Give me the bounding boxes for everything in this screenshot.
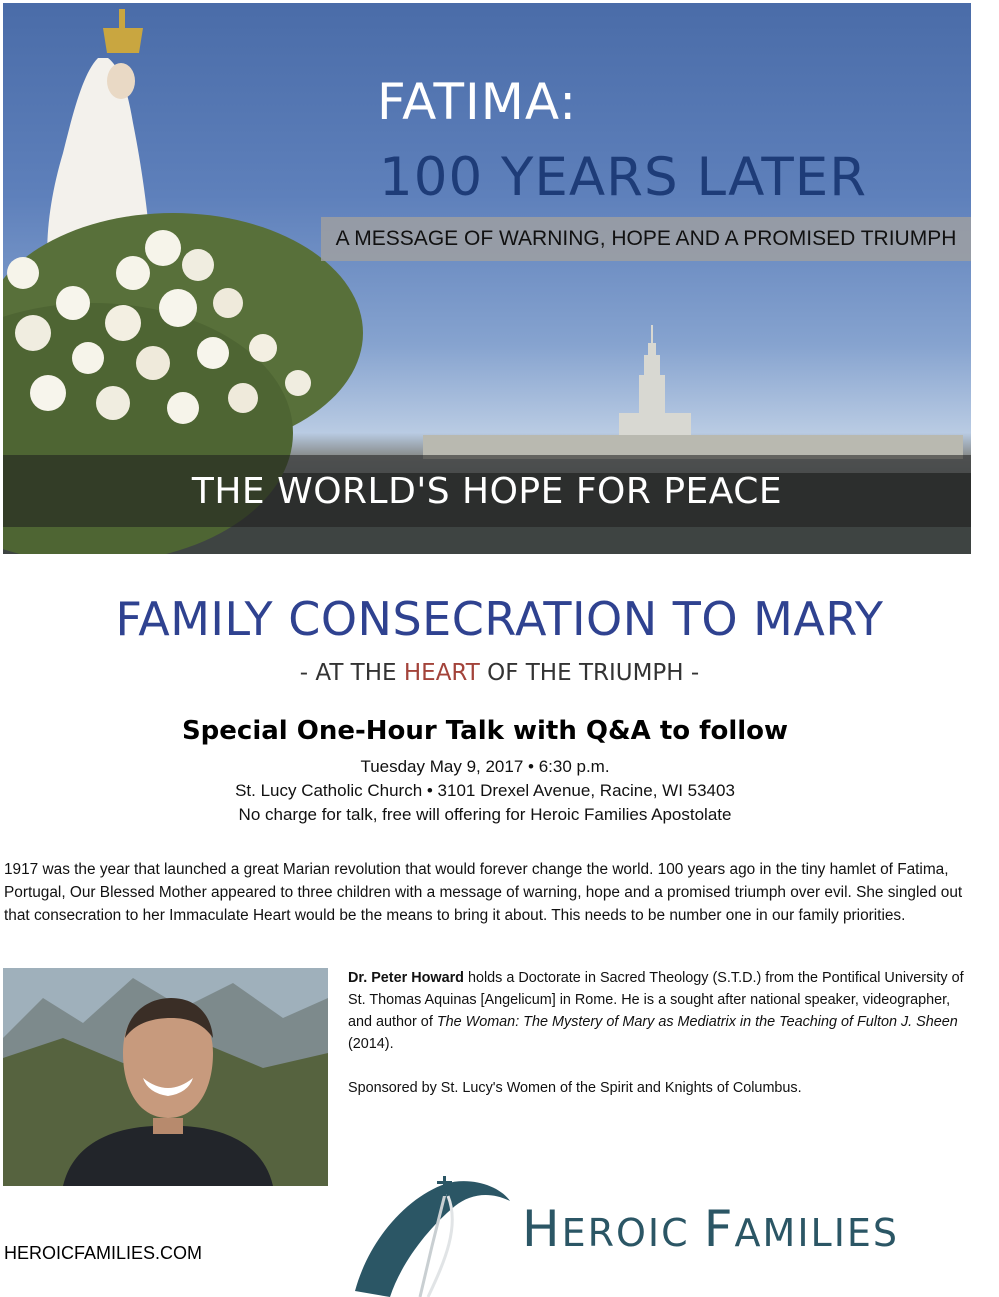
hero-banner [3, 3, 971, 554]
speaker-bio [348, 967, 973, 1055]
tagline-bar [321, 217, 971, 261]
logo-letter-h: H [522, 1200, 562, 1258]
hero-subtitle: 100 YEARS LATER [379, 147, 868, 208]
speaker-photo [3, 968, 328, 1186]
subheading-prefix: - AT THE [299, 660, 404, 686]
hope-band-text: THE WORLD'S HOPE FOR PEACE [191, 470, 783, 512]
talk-heading: Special One-Hour Talk with Q&A to follow [181, 716, 789, 746]
event-datetime: Tuesday May 9, 2017 • 6:30 p.m. [360, 757, 610, 776]
basilica-illustration [423, 325, 963, 459]
subheading [0, 660, 999, 686]
heroic-families-logo [350, 1176, 990, 1297]
logo-wordmark [522, 1200, 899, 1258]
hope-band [3, 455, 971, 527]
logo-word-eroic: EROIC [561, 1211, 704, 1255]
logo-letter-f: F [703, 1200, 735, 1258]
event-details [0, 755, 970, 827]
tagline-text: A MESSAGE OF WARNING, HOPE AND A PROMISED TRIUMPH [335, 227, 957, 250]
subheading-highlight: HEART [403, 660, 480, 686]
hero-title: FATIMA: [377, 73, 578, 131]
speaker-portrait-illustration [3, 968, 328, 1186]
mountain-cross-icon [350, 1176, 515, 1297]
main-heading: FAMILY CONSECRATION TO MARY [115, 592, 884, 646]
bio-text-1: holds a Doctorate in Sacred Theology (S.T.D.) from the Pontifical University of St. Thomas Aquinas [Angelicum] in Rome. He is a sought after national speaker, videographer, and author of [348, 970, 964, 1030]
subheading-suffix: OF THE TRIUMPH - [479, 660, 700, 686]
event-cost: No charge for talk, free will offering for Heroic Families Apostolate [238, 805, 732, 824]
bio-text-2: (2014). [348, 1036, 394, 1052]
logo-word-amilies: AMILIES [734, 1211, 900, 1255]
website-link[interactable]: HEROICFAMILIES.COM [4, 1243, 203, 1263]
intro-paragraph: 1917 was the year that launched a great Marian revolution that would forever change the world. 100 years ago in the tiny hamlet of Fatima, Portugal, Our Blessed Mother appeared to three children with a message of warning, hope and a promised triumph over evil. She singled out that consecration to her Immaculate Heart would be the means to bring it about. This needs to be number one in our family priorities. [4, 861, 963, 924]
book-title: The Woman: The Mystery of Mary as Mediatrix in the Teaching of Fulton J. Sheen [436, 1014, 958, 1030]
event-location: St. Lucy Catholic Church • 3101 Drexel Avenue, Racine, WI 53403 [235, 781, 735, 800]
speaker-name: Dr. Peter Howard [348, 970, 464, 986]
sponsor-text: Sponsored by St. Lucy's Women of the Spirit and Knights of Columbus. [348, 1080, 802, 1096]
